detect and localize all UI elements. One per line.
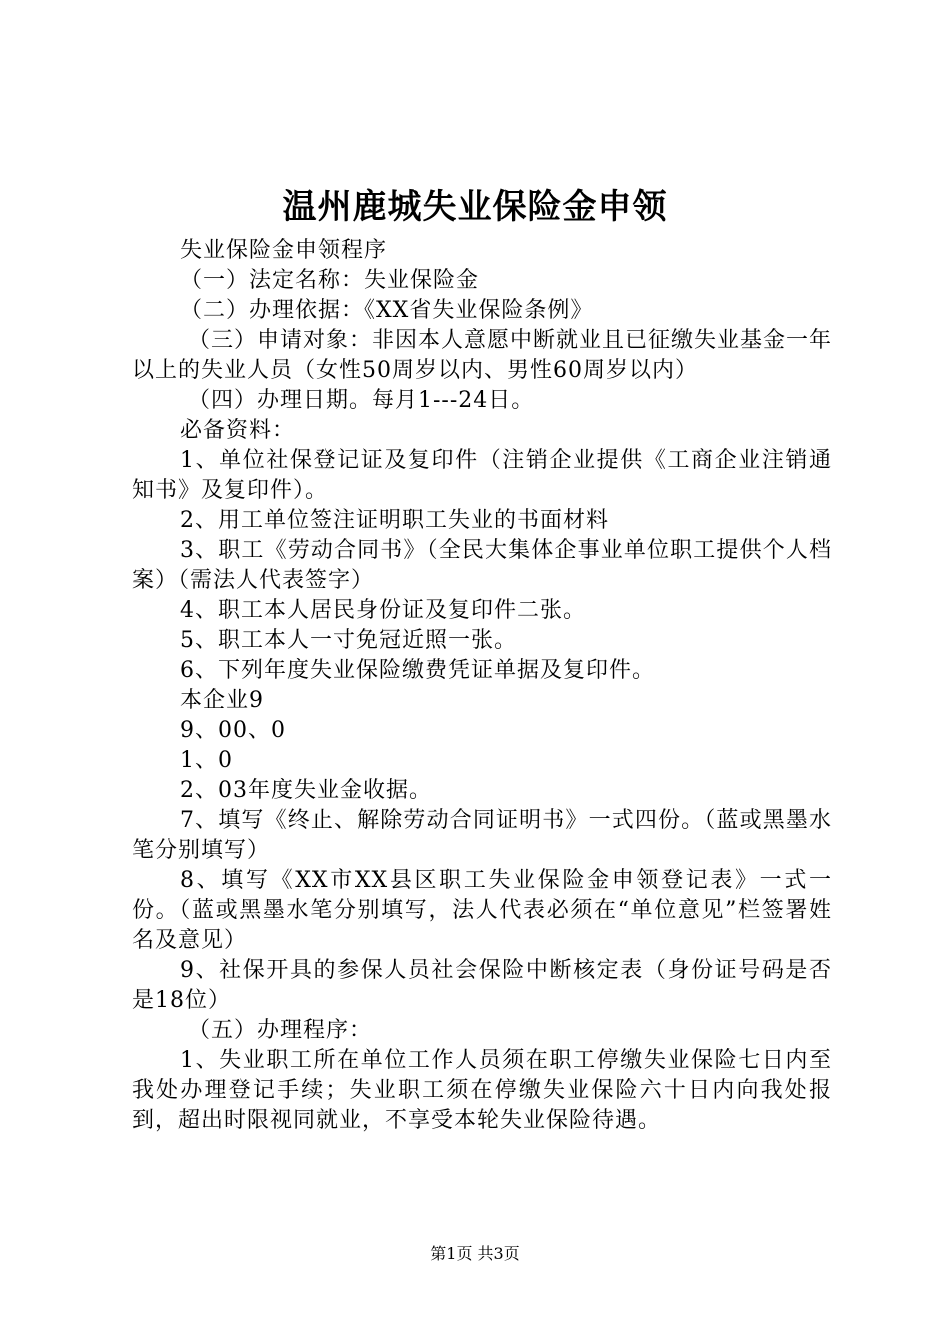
document-body (132, 236, 832, 1136)
paragraph: （三）申请对象：非因本人意愿中断就业且已征缴失业基金一年以上的失业人员（女性50周岁以内、男性60周岁以内） (132, 328, 833, 383)
paragraph: 5、职工本人一寸免冠近照一张。 (180, 628, 517, 653)
paragraph: （二）办理依据：《XX省失业保险条例》 (180, 298, 594, 323)
paragraph: 2、用工单位签注证明职工失业的书面材料 (180, 508, 609, 533)
paragraph: 1、失业职工所在单位工作人员须在职工停缴失业保险七日内至我处办理登记手续；失业职工须在停缴失业保险六十日内向我处报到，超出时限视同就业，不享受本轮失业保险待遇。 (132, 1048, 832, 1133)
paragraph: 9、社保开具的参保人员社会保险中断核定表（身份证号码是否是18位） (132, 958, 832, 1013)
paragraph: 6、下列年度失业保险缴费凭证单据及复印件。 (180, 658, 655, 683)
paragraph: 1、单位社保登记证及复印件（注销企业提供《工商企业注销通知书》及复印件）。 (132, 448, 832, 503)
paragraph: 1、0 (180, 748, 233, 773)
paragraph: 本企业9 (180, 688, 264, 713)
paragraph: （一）法定名称：失业保险金 (180, 268, 480, 293)
paragraph: （四）办理日期。每月1---24日。 (188, 388, 535, 413)
paragraph: 9、00、0 (180, 718, 286, 743)
paragraph: 7、填写《终止、解除劳动合同证明书》一式四份。（蓝或黑墨水笔分别填写） (132, 808, 832, 863)
paragraph: （五）办理程序： (188, 1018, 373, 1043)
paragraph: 4、职工本人居民身份证及复印件二张。 (180, 598, 586, 623)
page-footer: 第1页 共3页 (430, 1244, 520, 1263)
document-title: 温州鹿城失业保险金申领 (282, 187, 668, 227)
paragraph: 失业保险金申领程序 (180, 238, 388, 263)
paragraph: 3、职工《劳动合同书》（全民大集体企事业单位职工提供个人档案）（需法人代表签字） (132, 538, 832, 593)
paragraph: 2、03年度失业金收据。 (180, 778, 432, 803)
paragraph: 必备资料： (180, 418, 296, 443)
paragraph: 8、填写《XX市XX县区职工失业保险金申领登记表》一式一份。（蓝或黑墨水笔分别填写，法人代表必须在“单位意见”栏签署姓名及意见） (132, 868, 832, 953)
